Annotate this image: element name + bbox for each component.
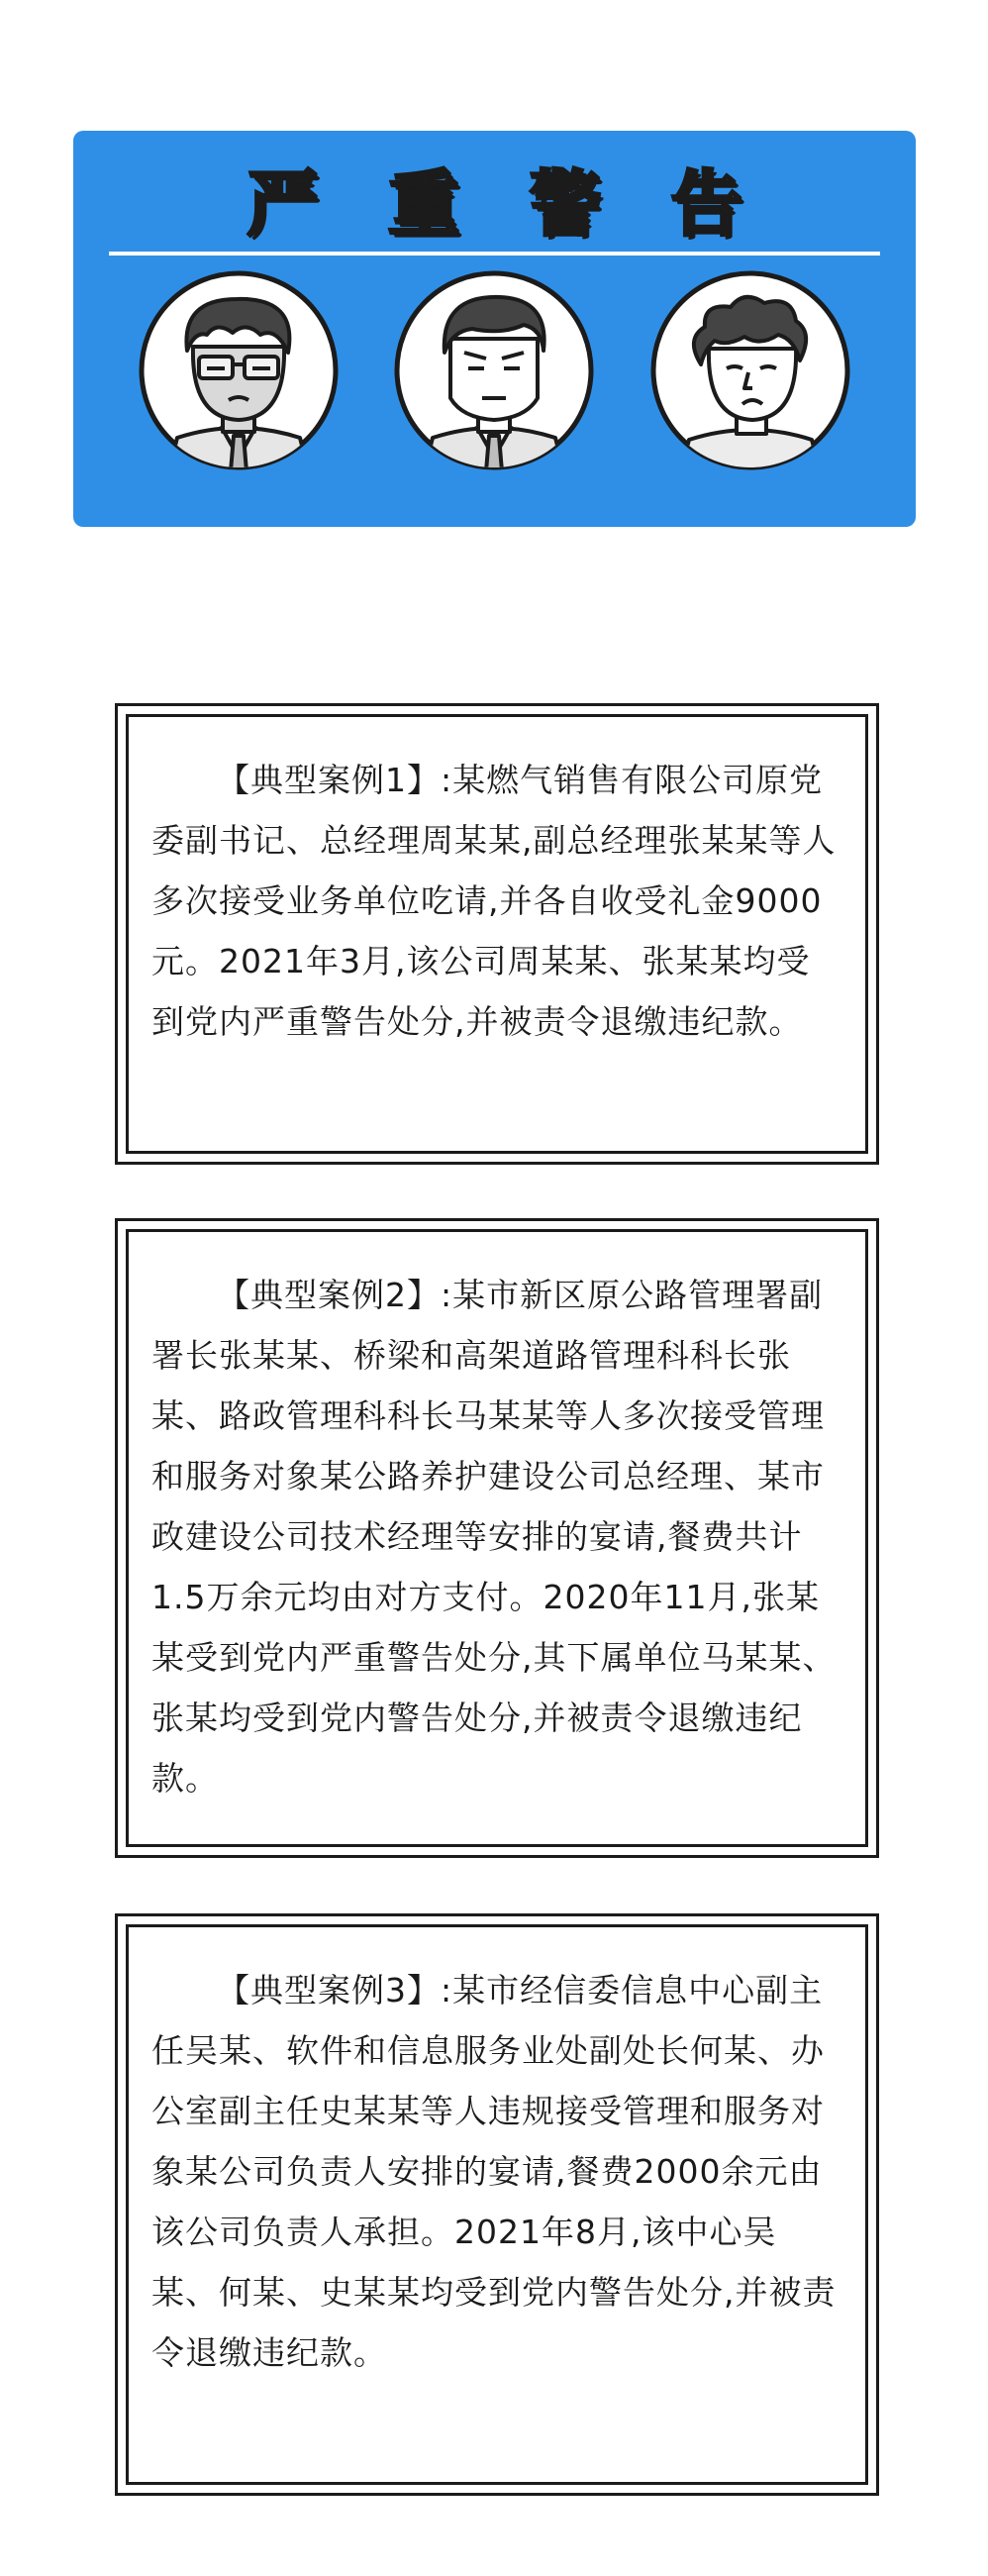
warning-banner [73,131,916,527]
young-man-avatar [393,269,595,471]
case-label: 【典型案例1】 [217,761,441,799]
case-body: :某市经信委信息中心副主任吴某、软件和信息服务业处副处长何某、办公室副主任史某某等人违规接受管理和服务对象某公司负责人安排的宴请,餐费2000余元由该公司负责人承担。2021年8月,该中心吴某、何某、史某某均受到党内警告处分,并被责令退缴违纪款。 [151,1971,837,2372]
case-text [151,750,842,1052]
curly-hair-man-avatar [649,269,851,471]
case-text [151,1265,842,1808]
banner-title-char: 警 [529,162,601,246]
case-card-2 [115,1218,879,1858]
case-body: :某市新区原公路管理署副署长张某某、桥梁和高架道路管理科科长张某、路政管理科科长马某某等人多次接受管理和服务对象某公路养护建设公司总经理、某市政建设公司技术经理等安排的宴请,餐费共计1.5万余元均由对方支付。2020年11月,张某某受到党内严重警告处分,其下属单位马某某、张某均受到党内警告处分,并被责令退缴违纪款。 [151,1276,837,1798]
glasses-man-avatar [138,269,340,471]
banner-title-char: 严 [247,162,319,246]
banner-divider [109,252,880,256]
case-text [151,1960,842,2383]
case-body: :某燃气销售有限公司原党委副书记、总经理周某某,副总经理张某某等人多次接受业务单位吃请,并各自收受礼金9000元。2021年3月,该公司周某某、张某某均受到党内严重警告处分,并被责令退缴违纪款。 [151,761,837,1041]
case-card-1 [115,703,879,1165]
banner-title-char: 重 [388,162,460,246]
banner-title [73,162,916,246]
banner-title-char: 告 [670,162,742,246]
case-label: 【典型案例2】 [217,1276,441,1314]
case-card-3 [115,1913,879,2496]
case-label: 【典型案例3】 [217,1971,441,2009]
avatar-row [73,269,916,471]
